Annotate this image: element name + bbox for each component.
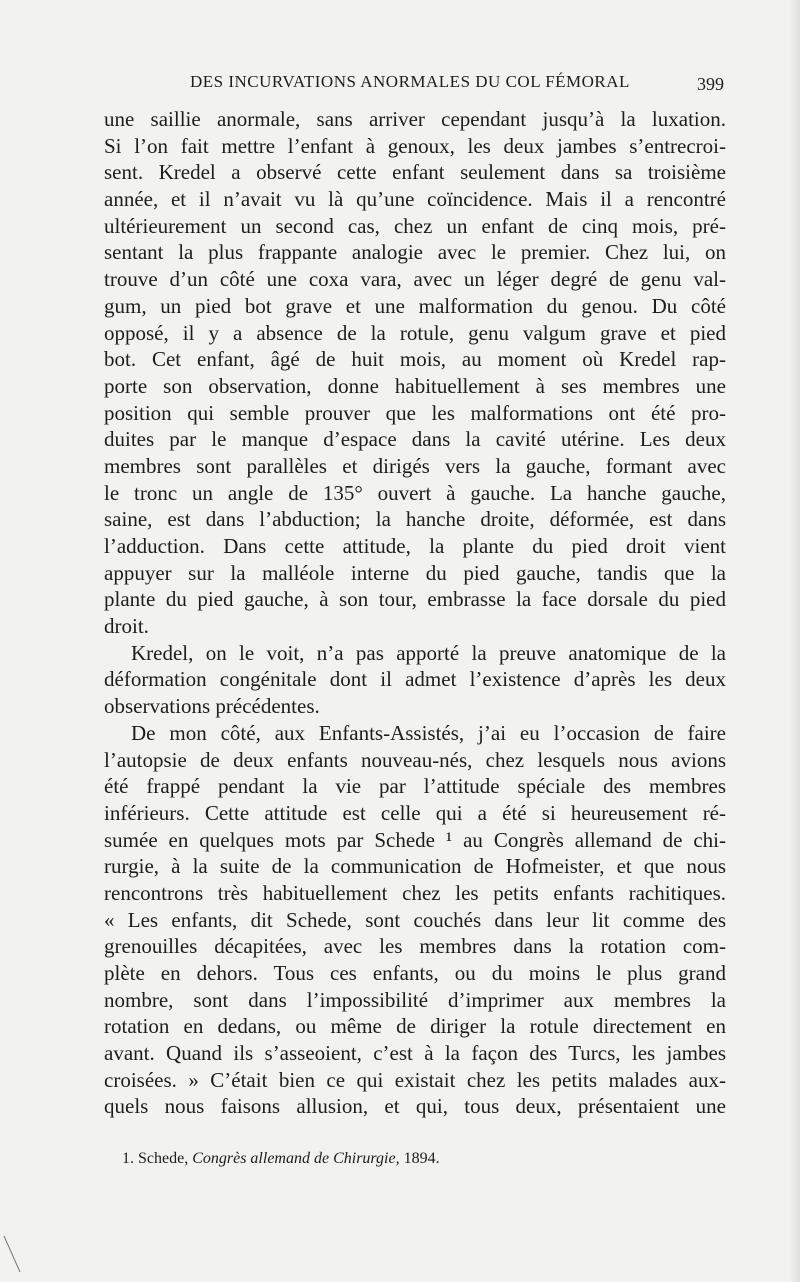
text-line: été frappé pendant la vie par l’attitude spéciale des membres	[104, 774, 726, 799]
text-line: rencontrons très habituellement chez les petits enfants rachitiques.	[104, 880, 726, 905]
footnote-year: 1894.	[403, 1150, 440, 1167]
body-text	[104, 106, 726, 1120]
text-line: quels nous faisons allusion, et qui, tous deux, présentaient une	[104, 1094, 726, 1119]
text-line: l’adduction. Dans cette attitude, la plante du pied droit vient	[104, 534, 726, 558]
text-line: gum, un pied bot grave et une malformation du genou. Du côté	[104, 293, 726, 318]
text-line: déformation congénitale dont il admet l’existence d’après les deux	[104, 667, 726, 692]
text-line: l’autopsie de deux enfants nouveau-nés, chez lesquels nous avions	[104, 747, 726, 772]
text-line: De mon côté, aux Enfants-Assistés, j’ai eu l’occasion de faire	[131, 720, 726, 745]
text-line: « Les enfants, dit Schede, sont couchés dans leur lit comme des	[104, 907, 726, 932]
text-line: sentant la plus frappante analogie avec le premier. Chez lui, on	[104, 240, 726, 265]
text-line: année, et il n’avait vu là qu’une coïncidence. Mais il a rencontré	[104, 187, 726, 212]
text-line: inférieurs. Cette attitude est celle qui a été si heureusement ré-	[104, 800, 726, 825]
text-line: appuyer sur la malléole interne du pied gauche, tandis que la	[104, 560, 726, 585]
page-edge-shadow	[788, 0, 800, 1282]
paragraph-last-line: observations précédentes.	[104, 694, 320, 719]
text-line: rurgie, à la suite de la communication de Hofmeister, et que nous	[104, 854, 726, 879]
text-line: saine, est dans l’abduction; la hanche droite, déformée, est dans	[104, 507, 726, 532]
text-line: position qui semble prouver que les malformations ont été pro-	[104, 400, 726, 425]
text-line: plante du pied gauche, à son tour, embrasse la face dorsale du pied	[104, 587, 726, 612]
paragraph-last-line: droit.	[104, 614, 149, 639]
text-line: ultérieurement un second cas, chez un enfant de cinq mois, pré-	[104, 213, 726, 238]
text-line: rotation en dedans, ou même de diriger la rotule directement en	[104, 1014, 726, 1039]
text-line: sent. Kredel a observé cette enfant seulement dans sa troisième	[104, 160, 726, 185]
text-line: Kredel, on le voit, n’a pas apporté la preuve anatomique de la	[131, 640, 726, 665]
text-line: duites par le manque d’espace dans la cavité utérine. Les deux	[104, 427, 726, 452]
text-line: porte son observation, donne habituellement à ses membres une	[104, 373, 726, 398]
text-line: croisées. » C’était bien ce qui existait chez les petits malades aux-	[104, 1067, 726, 1092]
text-line: membres sont parallèles et dirigés vers la gauche, formant avec	[104, 453, 726, 478]
page-number: 399	[697, 74, 724, 94]
footnote-source: Congrès allemand de Chirurgie,	[192, 1150, 400, 1167]
scan-artifact-mark	[2, 1234, 22, 1274]
text-line: trouve d’un côté une coxa vara, avec un léger degré de genu val-	[104, 267, 726, 292]
text-line: grenouilles décapitées, avec les membres dans la rotation com-	[104, 934, 726, 959]
text-line: sumée en quelques mots par Schede ¹ au Congrès allemand de chi-	[104, 827, 726, 852]
footnote	[122, 1150, 440, 1168]
running-title: DES INCURVATIONS ANORMALES DU COL FÉMORAL	[190, 72, 630, 91]
text-line: Si l’on fait mettre l’enfant à genoux, les deux jambes s’entrecroi-	[104, 133, 726, 158]
text-line: avant. Quand ils s’asseoient, c’est à la façon des Turcs, les jambes	[104, 1041, 726, 1066]
text-line: le tronc un angle de 135° ouvert à gauche. La hanche gauche,	[104, 480, 726, 505]
text-line: une saillie anormale, sans arriver cependant jusqu’à la luxation.	[104, 107, 726, 131]
text-line: opposé, il y a absence de la rotule, genu valgum grave et pied	[104, 320, 726, 345]
text-line: plète en dehors. Tous ces enfants, ou du moins le plus grand	[104, 961, 726, 985]
text-line: nombre, sont dans l’impossibilité d’imprimer aux membres la	[104, 987, 726, 1012]
footnote-author: 1. Schede,	[122, 1150, 189, 1167]
text-line: bot. Cet enfant, âgé de huit mois, au moment où Kredel rap-	[104, 347, 726, 372]
